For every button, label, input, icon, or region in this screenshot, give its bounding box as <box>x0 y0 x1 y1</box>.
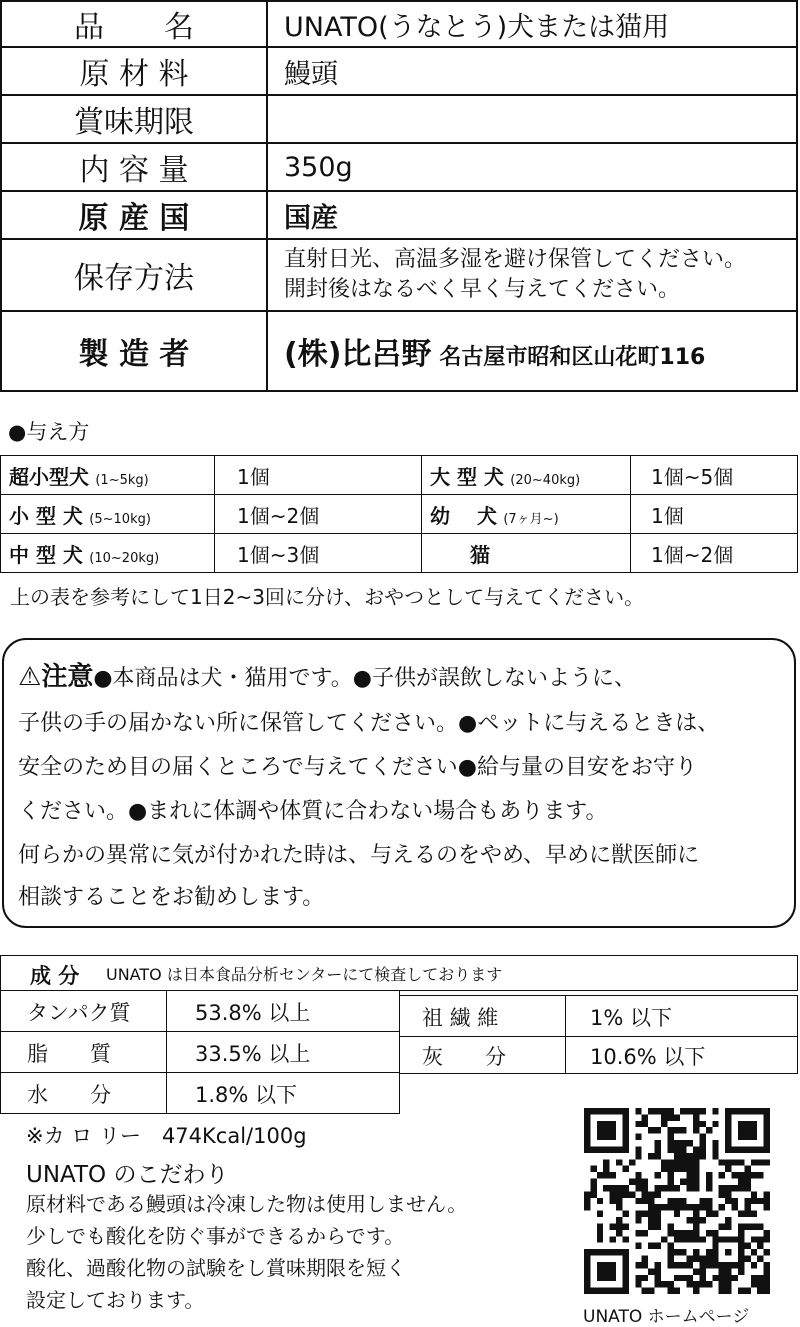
contents-value: 350g <box>267 143 797 191</box>
row-label: 保存方法 <box>1 239 267 311</box>
table-row <box>1 95 797 143</box>
composition-title: 成 分 <box>30 964 80 988</box>
row-label: 製 造 者 <box>1 311 267 391</box>
composition-value: 1.8% 以下 <box>195 1083 298 1107</box>
amount-value: 1個 <box>631 495 798 534</box>
origin-value: 国産 <box>267 191 797 239</box>
ingredients-value: 鰻頭 <box>267 47 797 95</box>
row-label: 賞味期限 <box>1 95 267 143</box>
table-row <box>1 1 797 47</box>
product-name-value: UNATO(うなとう)犬または猫用 <box>267 1 797 47</box>
composition-label-cell <box>0 990 167 1032</box>
amount-value: 1個~2個 <box>631 534 798 573</box>
caution-label: 注意 <box>41 662 94 692</box>
table-row <box>1 47 797 95</box>
calorie-text: ※カ ロ リー 474Kcal/100g <box>26 1124 307 1148</box>
feeding-table <box>0 455 798 573</box>
row-label: 原 産 国 <box>1 191 267 239</box>
amount-value: 1個 <box>215 456 422 495</box>
composition-value-cell <box>565 995 798 1037</box>
feeding-title: ●与え方 <box>8 420 90 444</box>
maker-address: 名古屋市昭和区山花町116 <box>439 345 706 370</box>
composition-label-cell <box>399 1036 566 1074</box>
composition-label: 灰 分 <box>422 1045 506 1069</box>
warning-triangle-icon: ⚠ <box>18 662 42 692</box>
kodawari-line: 酸化、過酸化物の試験をし賞味期限を短く <box>26 1256 406 1280</box>
table-row <box>1 311 797 391</box>
composition-label: 脂 質 <box>27 1042 111 1066</box>
product-info-table <box>0 0 798 392</box>
table-row <box>1 191 797 239</box>
row-label: 内 容 量 <box>1 143 267 191</box>
amount-value: 1個~2個 <box>215 495 422 534</box>
composition-value-cell <box>565 1036 798 1074</box>
cat-label: 猫 <box>430 542 490 567</box>
amount-value: 1個~3個 <box>215 534 422 573</box>
qr-code-icon[interactable] <box>584 1108 770 1294</box>
caution-box <box>2 638 796 928</box>
table-row <box>1 495 798 534</box>
composition-label-cell <box>0 1072 167 1114</box>
kodawari-line: 少しでも酸化を防ぐ事ができるからです。 <box>26 1224 405 1248</box>
maker-value <box>267 311 797 391</box>
amount-value: 1個~5個 <box>631 456 798 495</box>
table-row <box>1 456 798 495</box>
row-label: 品 名 <box>1 1 267 47</box>
composition-label-cell <box>0 1031 167 1073</box>
maker-name: (株)比呂野 <box>284 337 432 372</box>
dog-size-label: 小 型 犬 <box>9 503 83 528</box>
storage-line: 直射日光、高温多湿を避け保管してください。 <box>284 247 747 272</box>
composition-value-cell <box>166 990 400 1032</box>
qr-caption: UNATO ホームページ <box>583 1307 750 1327</box>
table-row <box>1 534 798 573</box>
caution-line: 何らかの異常に気が付かれた時は、与えるのをやめ、早めに獣医師に <box>18 843 700 868</box>
kodawari-line: 設定しております。 <box>26 1288 205 1312</box>
row-label: 原 材 料 <box>1 47 267 95</box>
dog-size-label: 大 型 犬 <box>430 464 504 489</box>
dog-size-label: 中 型 犬 <box>9 542 83 567</box>
weight-range: (20~40kg) <box>510 472 581 488</box>
caution-line: 相談することをお勧めします。 <box>18 885 325 910</box>
kodawari-title: UNATO のこだわり <box>26 1162 229 1188</box>
dog-size-label: 幼 犬 <box>430 503 497 528</box>
weight-range: (7ヶ月~) <box>503 511 559 527</box>
caution-line: ください。●まれに体調や体質に合わない場合もあります。 <box>18 799 608 824</box>
composition-label: 水 分 <box>27 1083 111 1107</box>
composition-subtitle: UNATO は日本食品分析センターにて検査しております <box>106 965 503 984</box>
composition-value: 1% 以下 <box>590 1006 672 1030</box>
feeding-note: 上の表を参考にして1日2~3回に分け、おやつとして与えてください。 <box>10 585 645 609</box>
composition-value: 10.6% 以下 <box>590 1045 706 1069</box>
weight-range: (1~5kg) <box>95 472 149 488</box>
storage-value <box>267 239 797 311</box>
table-row <box>1 143 797 191</box>
dog-size-label: 超小型犬 <box>9 464 89 489</box>
caution-line: 子供の手の届かない所に保管してください。●ペットに与えるときは、 <box>18 711 720 736</box>
composition-label: 祖 繊 維 <box>422 1006 499 1030</box>
expiry-value <box>267 95 797 143</box>
composition-value-cell <box>166 1031 400 1073</box>
composition-value: 33.5% 以上 <box>195 1042 311 1066</box>
composition-value: 53.8% 以上 <box>195 1001 311 1025</box>
storage-line: 開封後はなるべく早く与えてください。 <box>284 277 681 302</box>
weight-range: (5~10kg) <box>89 511 151 527</box>
composition-label-cell <box>399 995 566 1037</box>
caution-line: ●本商品は犬・猫用です。●子供が誤飲しないように、 <box>93 666 636 691</box>
weight-range: (10~20kg) <box>89 550 160 566</box>
composition-label: タンパク質 <box>27 1001 131 1025</box>
table-row <box>1 239 797 311</box>
caution-line: 安全のため目の届くところで与えてください●給与量の目安をお守り <box>18 755 697 780</box>
kodawari-line: 原材料である鰻頭は冷凍した物は使用しません。 <box>26 1192 468 1216</box>
composition-value-cell <box>166 1072 400 1114</box>
